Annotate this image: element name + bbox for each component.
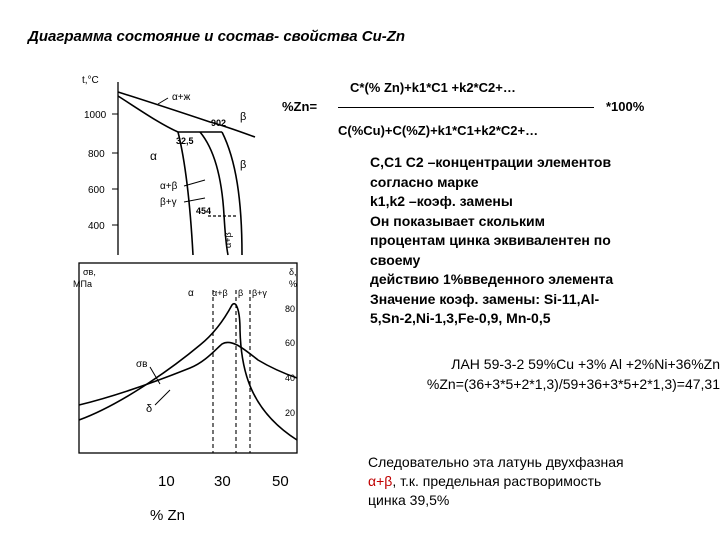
description-line: согласно марке [370, 173, 479, 190]
right-y-title-unit: % [289, 279, 298, 289]
conclusion-line-1: Следовательно эта латунь двухфазная [368, 454, 624, 470]
top-y-tick: 800 [88, 149, 105, 160]
top-y-tick: 600 [88, 185, 105, 196]
example-line: ЛАН 59-3-2 59%Cu +3% Al +2%Ni+36%Zn [451, 356, 720, 372]
description-line: действию 1%введенного элемента [370, 271, 614, 287]
right-y-tick: 40 [285, 373, 296, 383]
right-y-tick: 60 [285, 338, 296, 348]
left-y-title: σв, [83, 267, 96, 277]
x-tick: 50 [272, 473, 289, 490]
curve-delta-label: δ [146, 403, 153, 415]
right-y-title: δ, [289, 267, 297, 277]
label-alpha-liquid: α+ж [172, 92, 191, 103]
phase-label: α+β [212, 288, 228, 298]
formula-denominator: C(%Cu)+C(%Z)+k1*C1+k2*C2+… [338, 123, 539, 138]
label-beta-top: β [240, 111, 247, 123]
formula-multiplier: *100% [606, 99, 645, 114]
phase-label: α [188, 288, 194, 299]
description-block [370, 153, 710, 329]
right-y-tick: 80 [285, 304, 296, 314]
top-y-title: t,°C [82, 75, 99, 86]
curve-sigma-label: σв [136, 359, 148, 370]
formula-lhs: %Zn= [282, 99, 318, 114]
conclusion-line-2-rest: , т.к. предельная растворимость [392, 473, 602, 489]
description-line: 5,Sn-2,Ni-1,3,Fe-0,9, Mn-0,5 [370, 310, 551, 326]
property-diagram [73, 263, 297, 524]
x-tick: 10 [158, 473, 175, 490]
phase-alpha-beta: α+β [368, 473, 393, 489]
top-y-tick: 1000 [84, 110, 107, 121]
phase-label: β [238, 288, 244, 298]
right-y-tick: 20 [285, 408, 296, 418]
label-alpha-beta-vert: α+β [223, 232, 233, 248]
fraction-bar [338, 107, 594, 108]
label-alpha: α [150, 149, 157, 163]
top-y-tick: 400 [88, 221, 105, 232]
phase-diagram [0, 0, 320, 540]
label-beta-mid: β [240, 159, 247, 171]
label-beta-gamma: β+γ [160, 197, 177, 208]
label-32-5: 32,5 [176, 136, 194, 146]
left-y-title-unit: МПа [73, 279, 92, 289]
description-line: С,С1 С2 –концентрации элементов [370, 154, 612, 170]
description-line: процентам цинка эквивалентен по [370, 232, 611, 248]
label-454: 454 [196, 206, 212, 216]
description-line: k1,k2 –коэф. замены [370, 193, 513, 209]
phase-diagram-top [82, 75, 255, 255]
description-line: Значение коэф. замены: Si-11,Al- [370, 290, 600, 307]
label-alpha-beta: α+β [160, 181, 178, 192]
page-title: Диаграмма состояние и состав- свойства Cu-Zn [28, 28, 406, 45]
description-line: своему [370, 251, 421, 268]
conclusion-line-3: цинка 39,5% [368, 492, 450, 508]
conclusion-line-2 [368, 472, 713, 491]
example-line: %Zn=(36+3*5+2*1,3)/59+36+3*5+2*1,3)=47,31 [426, 376, 720, 392]
phase-label: β+γ [252, 288, 267, 298]
label-902: 902 [211, 118, 227, 128]
description-line: Он показывает скольким [370, 212, 545, 229]
x-axis-title: % Zn [150, 507, 186, 524]
x-tick: 30 [214, 473, 231, 490]
example-block [300, 354, 720, 394]
formula-numerator: C*(% Zn)+k1*C1 +k2*C2+… [350, 80, 516, 95]
conclusion-block [368, 453, 713, 510]
